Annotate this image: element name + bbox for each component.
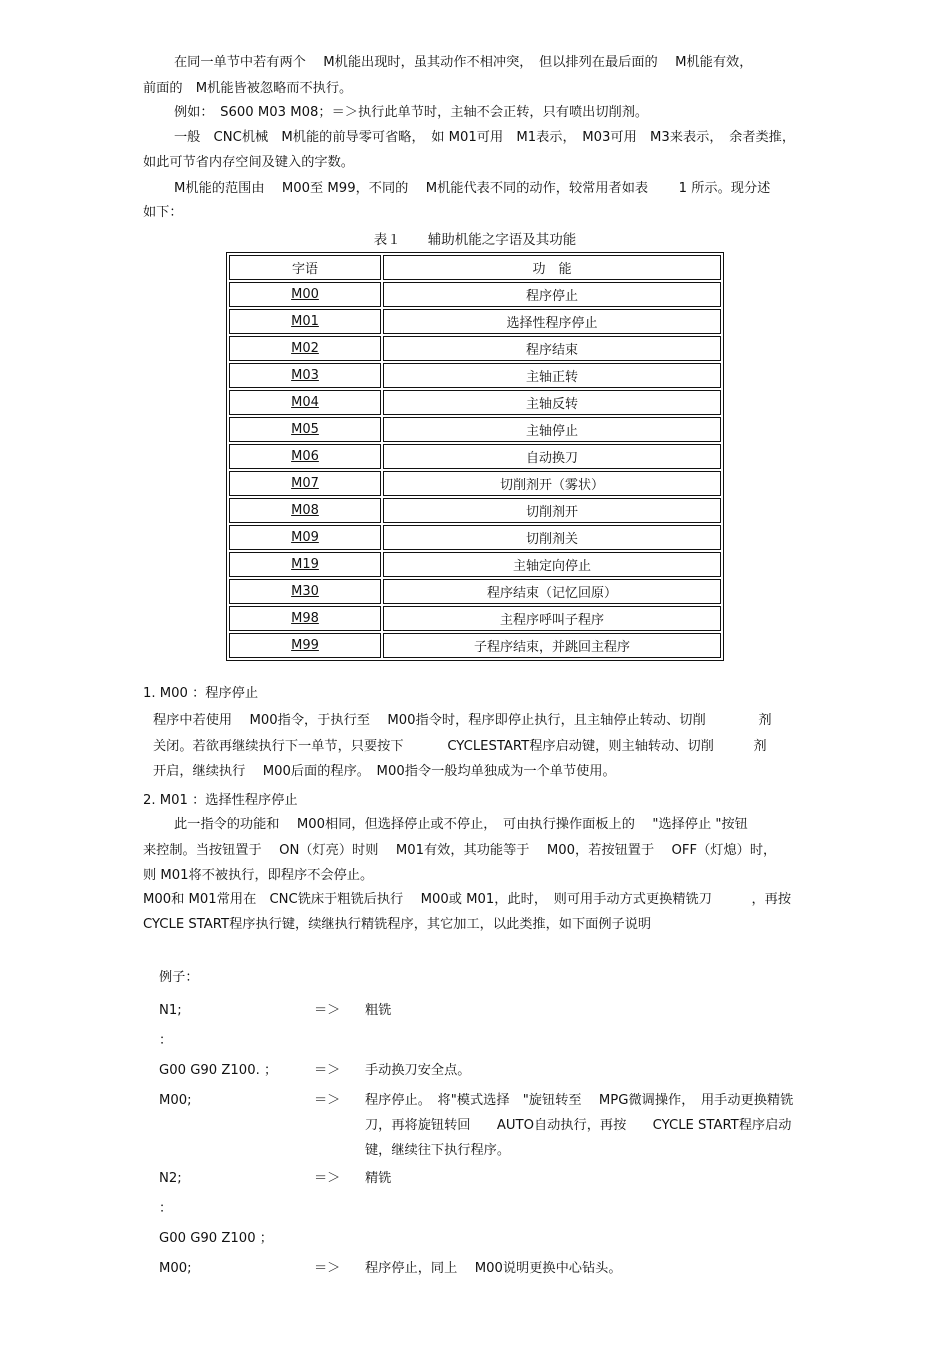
- row-code-cell: [229, 498, 381, 523]
- intro-p4-line2: 如下：: [143, 205, 183, 220]
- section1-line1: 程序中若使用 M00指令，于执行至 M00指令时，程序即停止执行，且主轴停止转动、切削 剂: [153, 713, 772, 728]
- table-title: 表１ 辅助机能之字语及其功能: [373, 232, 577, 248]
- m-code: M19: [291, 557, 319, 572]
- table-row: [229, 336, 721, 361]
- row-code-cell: [229, 579, 381, 604]
- table-row: [229, 444, 721, 469]
- example-code: N1;: [159, 1003, 182, 1018]
- row-code-cell: [229, 309, 381, 334]
- example-row: [159, 1196, 819, 1221]
- example-arrow: ＝＞: [314, 1063, 341, 1078]
- row-code-cell: [229, 417, 381, 442]
- table-row: [229, 309, 721, 334]
- table-row: [229, 417, 721, 442]
- table-row: [229, 282, 721, 307]
- intro-p1-line2: 前面的 M机能皆被忽略而不执行。: [143, 81, 353, 96]
- example-arrow: ＝＞: [314, 1093, 341, 1108]
- intro-p1-line1: 在同一单节中若有两个 M机能出现时，虽其动作不相冲突， 但以排列在最后面的 M机能有效，: [174, 55, 753, 70]
- section2-line4: M00和 M01常用在 CNC铣床于粗铣后执行 M00或 M01，此时， 则可用手动方式更换精铣刀 ，再按: [143, 892, 792, 907]
- example-row: [159, 1166, 819, 1191]
- row-code-cell: [229, 552, 381, 577]
- example-description: 手动换刀安全点。: [365, 1063, 471, 1078]
- m-code: M30: [291, 584, 319, 599]
- section2-line3: 则 M01将不被执行，即程序不会停止。: [143, 868, 374, 883]
- table-row: [229, 579, 721, 604]
- example-row: [159, 1256, 819, 1281]
- row-code-cell: [229, 606, 381, 631]
- row-function-cell: 主程序呼叫子程序: [383, 606, 721, 631]
- example-code: ：: [159, 1033, 173, 1048]
- example-code: G00 G90 Z100 ；: [159, 1231, 273, 1246]
- row-code-cell: [229, 525, 381, 550]
- m-code: M98: [291, 611, 319, 626]
- m-code: M99: [291, 638, 319, 653]
- example-row: [159, 1088, 819, 1163]
- intro-p4-line1: M机能的范围由 M00至 M99，不同的 M机能代表不同的动作，较常用者如表 1 所示。现分述: [174, 181, 771, 196]
- example-label: 例子：: [159, 970, 199, 985]
- example-arrow: ＝＞: [314, 1261, 341, 1276]
- m-code: M07: [291, 476, 319, 491]
- row-function-cell: 切削剂开: [383, 498, 721, 523]
- table-row: [229, 390, 721, 415]
- table-header-row: [229, 255, 721, 280]
- table-row: [229, 633, 721, 658]
- table-row: [229, 552, 721, 577]
- row-code-cell: [229, 363, 381, 388]
- section2-line5: CYCLE START程序执行键，续继执行精铣程序，其它加工，以此类推，如下面例子说明: [143, 917, 652, 932]
- row-function-cell: 切削剂开（雾状）: [383, 471, 721, 496]
- row-function-cell: 切削剂关: [383, 525, 721, 550]
- m-code: M08: [291, 503, 319, 518]
- section1-line3: 开启，继续执行 M00后面的程序。 M00指令一般均单独成为一个单节使用。: [153, 764, 616, 779]
- example-code: M00;: [159, 1093, 192, 1108]
- intro-p3-line2: 如此可节省内存空间及键入的字数。: [143, 155, 354, 170]
- section2-heading: 2. M01 ：选择性程序停止: [143, 793, 298, 808]
- m-code: M04: [291, 395, 319, 410]
- section2-line2: 来控制。当按钮置于 ON（灯亮）时则 M01有效，其功能等于 M00，若按钮置于 OFF（灯熄）时，: [143, 843, 777, 858]
- row-code-cell: [229, 471, 381, 496]
- intro-p3-line1: 一般 CNC机械 M机能的前导零可省略， 如 M01可用 M1表示， M03可用 M3来表示， 余者类推，: [174, 130, 796, 145]
- example-code: M00;: [159, 1261, 192, 1276]
- row-code-cell: [229, 282, 381, 307]
- m-code: M00: [291, 287, 319, 302]
- table-row: [229, 606, 721, 631]
- row-function-cell: 主轴正转: [383, 363, 721, 388]
- row-function-cell: 程序结束: [383, 336, 721, 361]
- header-code: 字语: [229, 255, 381, 280]
- row-function-cell: 子程序结束，并跳回主程序: [383, 633, 721, 658]
- m-code: M01: [291, 314, 319, 329]
- example-description: 程序停止，同上 M00说明更换中心钻头。: [365, 1261, 622, 1276]
- example-row: [159, 1226, 819, 1251]
- row-code-cell: [229, 336, 381, 361]
- intro-p2: 例如： S600 M03 M08；＝＞执行此单节时，主轴不会正转，只有喷出切削剂。: [174, 105, 649, 120]
- row-function-cell: 程序停止: [383, 282, 721, 307]
- example-row: [159, 998, 819, 1023]
- example-arrow: ＝＞: [314, 1003, 341, 1018]
- m-code: M06: [291, 449, 319, 464]
- m-code: M03: [291, 368, 319, 383]
- table-row: [229, 498, 721, 523]
- m-code: M09: [291, 530, 319, 545]
- m-code: M02: [291, 341, 319, 356]
- row-function-cell: 主轴反转: [383, 390, 721, 415]
- table-row: [229, 471, 721, 496]
- m-code-table: [226, 252, 724, 661]
- example-description: 程序停止。 将"模式选择 "旋钮转至 MPG微调操作， 用手动更换精铣刀，再将旋钮转回 AUTO自动执行，再按 CYCLE START程序启动键，继续往下执行程序。: [365, 1093, 794, 1158]
- example-row: [159, 1058, 819, 1083]
- m-code: M05: [291, 422, 319, 437]
- row-code-cell: [229, 444, 381, 469]
- row-function-cell: 程序结束（记忆回原）: [383, 579, 721, 604]
- example-code: N2;: [159, 1171, 182, 1186]
- row-function-cell: 自动换刀: [383, 444, 721, 469]
- table-row: [229, 525, 721, 550]
- header-function: 功 能: [383, 255, 721, 280]
- section1-line2: 关闭。若欲再继续执行下一单节，只要按下 CYCLESTART程序启动键，则主轴转动、切削 剂: [153, 739, 767, 754]
- example-arrow: ＝＞: [314, 1171, 341, 1186]
- row-function-cell: 主轴定向停止: [383, 552, 721, 577]
- example-row: [159, 1028, 819, 1053]
- row-code-cell: [229, 390, 381, 415]
- row-function-cell: 主轴停止: [383, 417, 721, 442]
- row-code-cell: [229, 633, 381, 658]
- example-code: G00 G90 Z100. ；: [159, 1063, 278, 1078]
- section1-heading: 1. M00 ：程序停止: [143, 686, 259, 701]
- row-function-cell: 选择性程序停止: [383, 309, 721, 334]
- example-description: 粗铣: [365, 1003, 392, 1018]
- example-description: 精铣: [365, 1171, 392, 1186]
- section2-line1: 此一指令的功能和 M00相同，但选择停止或不停止， 可由执行操作面板上的 "选择停止 "按钮: [174, 817, 748, 832]
- table-row: [229, 363, 721, 388]
- example-code: ：: [159, 1201, 173, 1216]
